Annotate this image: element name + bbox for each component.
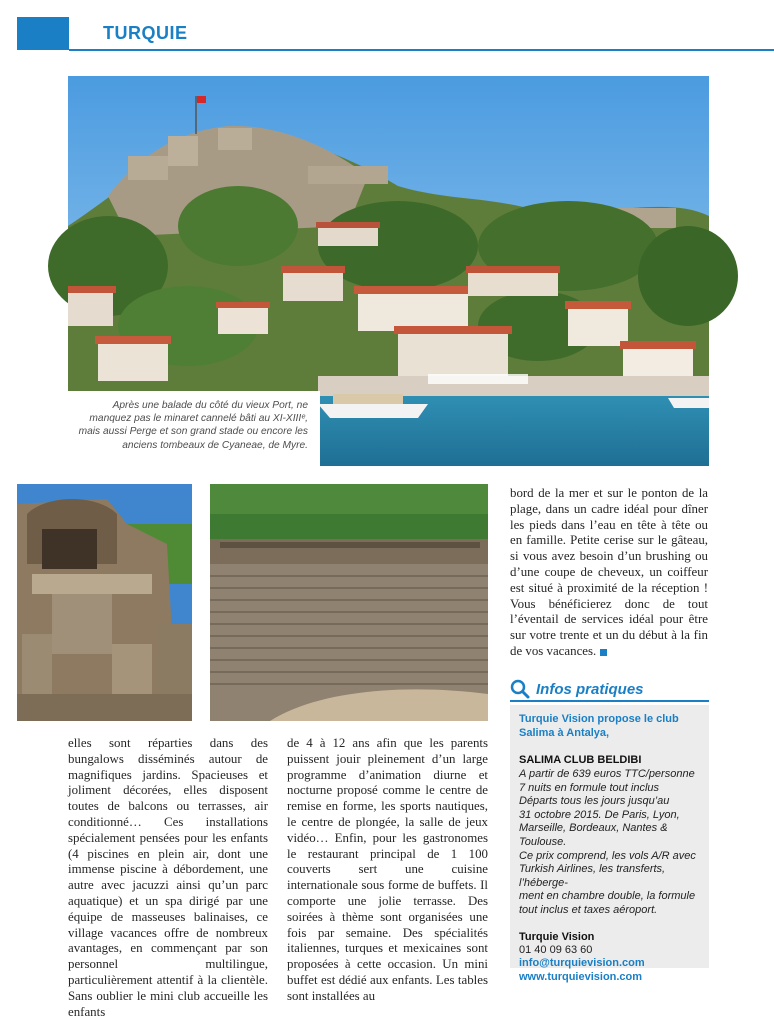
company-website-link[interactable]: www.turquievision.com [519,970,643,983]
ancient-ruins-photo [17,484,192,721]
amphitheatre-photo [210,484,488,721]
section-title: TURQUIE [103,23,188,43]
infos-intro: Turquie Vision propose le club Salima à Antalya, [519,713,679,739]
article-column-right-text: bord de la mer et sur le ponton de la plage, dans un cadre idéal pour dîner les pieds dans l’eau en tête à tête ou en famille. Petite cerise sur le gâteau, si vous avez besoin d’un brushing ou d’une coupe de cheveux, un coiffeur est situé à proximité de la réception ! Vous bénéficierez donc de tout l’éventail de services idéal pour être sur votre trente et un du début à la fin de vos vacances. [510,486,708,658]
company-phone: 01 40 09 63 60 [519,943,593,956]
header-rule [69,49,774,51]
offer-details: A partir de 639 euros TTC/personne 7 nuits en formule tout inclus Départs tous les jours jusqu’au 31 octobre 2015. De Paris, Lyon, Marseille, Bordeaux, Nantes & Toulouse. Ce prix comprend, les vols A/R avec Turkish Airlines, les transferts, l’héberge- ment en chambre double, la formule tout inclus et taxes aéroport. [519,768,696,916]
magnifier-icon [510,679,530,699]
photo-caption-box [68,391,320,466]
end-of-article-mark [600,649,607,656]
infos-header [510,679,644,699]
article-column-right [510,486,708,660]
club-name: SALIMA CLUB BELDIBI [519,754,642,766]
infos-title: Infos pratiques [536,680,644,698]
photo-caption: Après une balade du côté du vieux Port, ne manquez pas le minaret cannelé bâti au XI-XIIIᵉ, mais aussi Perge et son grand stade ou encore les anciens tombeaux de Cyaneae, de Myre. [78,400,308,451]
article-column-a: elles sont réparties dans des bungalows disséminés autour de magnifiques jardins. Spacieuses et joliment décorées, elles disposent toutes de balcons ou terrasses, air conditionné… Ces installations spécialement pensées pour les enfants (4 piscines en plein air, dont une immense piscine à débordement, une autre avec jacuzzi ainsi qu’un parc aquatique) et un spa dirigé par une équipe de masseuses balinaises, ce village vacances offre de nombreux avantages, en commençant par son personnel multilingue, particulièrement attentif à la clientèle. Sans oublier le mini club accueille les enfants [68,736,268,1019]
article-column-b: de 4 à 12 ans afin que les parents puissent jouir pleinement d’un large programme d’animation diurne et nocturne proposé comme le centre de remise en forme, les sports nautiques, le centre de plongée, la salle de jeux vidéo… Enfin, pour les gastronomes le restaurant principal de 1 100 couverts sert une cuisine internationale sous forme de buffets. Il comporte une jolie terrasse. Des soirées à thème sont organisées une fois par semaine. Des spécialités italiennes, turques et mexicaines sont proposées à cette occasion. Un mini buffet est dédié aux enfants. Les tables sont installées au [287,736,488,1003]
company-email-link[interactable]: info@turquievision.com [519,957,645,970]
company-name: Turquie Vision [519,930,595,943]
section-color-block [17,17,69,50]
infos-box [510,705,709,983]
infos-rule [510,700,709,702]
